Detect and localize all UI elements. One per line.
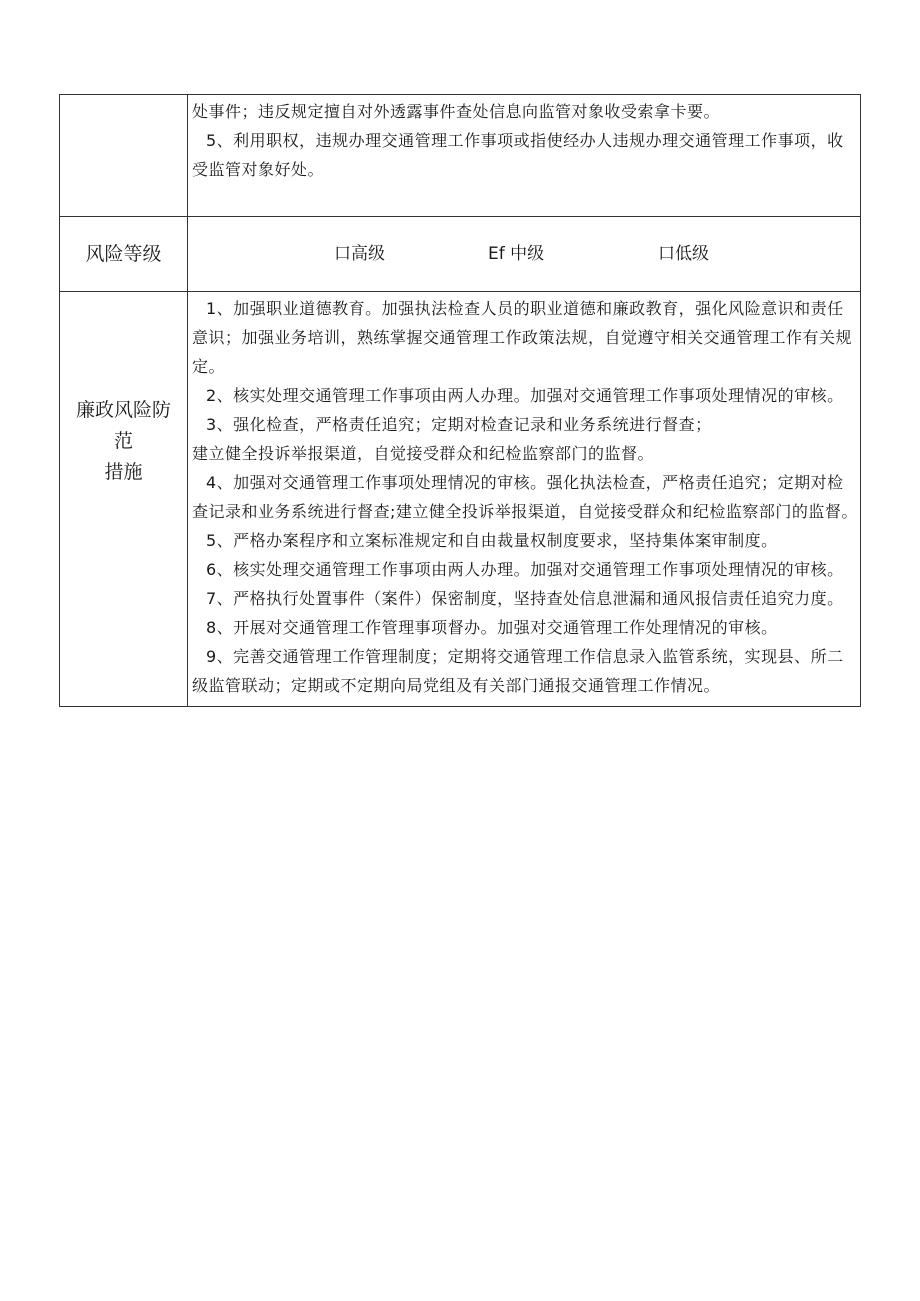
measures-label-line3: 措施	[104, 461, 143, 483]
continuation-label-cell	[60, 95, 188, 217]
continuation-item-5: 5、利用职权，违规办理交通管理工作事项或指使经办人违规办理交通管理工作事项，收受监管对象好处。	[192, 131, 844, 179]
measure-item-2: 2、核实处理交通管理工作事项由两人办理。加强对交通管理工作事项处理情况的审核。	[206, 386, 844, 405]
continuation-line: 处事件；违反规定擅自对外透露事件查处信息向监管对象收受索拿卡要。	[192, 102, 721, 121]
measure-item-6: 6、核实处理交通管理工作事项由两人办理。加强对交通管理工作事项处理情况的审核。	[206, 560, 844, 579]
measure-item-5: 5、严格办案程序和立案标准规定和自由裁量权制度要求，坚持集体案审制度。	[206, 531, 778, 550]
measures-row	[60, 292, 861, 707]
measures-label-line2: 范	[113, 430, 133, 452]
measures-text-cell	[188, 292, 861, 707]
measure-item-7: 7、严格执行处置事件（案件）保密制度，坚持查处信息泄漏和通风报信责任追究力度。	[206, 589, 844, 608]
risk-option-high: 口高级	[334, 244, 385, 264]
risk-table	[59, 94, 861, 707]
risk-level-label: 风险等级	[60, 217, 188, 292]
risk-level-options-cell	[188, 217, 861, 292]
risk-option-low: 口低级	[658, 244, 709, 264]
measures-label-line1: 廉政风险防	[75, 399, 171, 421]
measures-label-cell	[60, 292, 188, 707]
continuation-row	[60, 95, 861, 217]
measure-item-4: 4、加强对交通管理工作事项处理情况的审核。强化执法检查，严格责任追究；定期对检查记录和业务系统进行督查;建立健全投诉举报渠道，自觉接受群众和纪检监察部门的监督。	[192, 473, 858, 521]
measure-item-1: 1、加强职业道德教育。加强执法检查人员的职业道德和廉政教育，强化风险意识和责任意识；加强业务培训，熟练掌握交通管理工作政策法规，自觉遵守相关交通管理工作有关规定。	[192, 299, 853, 376]
continuation-text-cell	[188, 95, 861, 217]
measure-item-9: 9、完善交通管理工作管理制度；定期将交通管理工作信息录入监管系统，实现县、所二级监管联动；定期或不定期向局党组及有关部门通报交通管理工作情况。	[192, 647, 844, 695]
measure-item-3: 3、强化检查，严格责任追究；定期对检查记录和业务系统进行督查；	[206, 415, 712, 434]
risk-level-row	[60, 217, 861, 292]
measure-item-3-continued: 建立健全投诉举报渠道，自觉接受群众和纪检监察部门的监督。	[192, 444, 655, 463]
risk-option-medium: Ef 中级	[488, 244, 545, 264]
measure-item-8: 8、开展对交通管理工作管理事项督办。加强对交通管理工作处理情况的审核。	[206, 618, 778, 637]
